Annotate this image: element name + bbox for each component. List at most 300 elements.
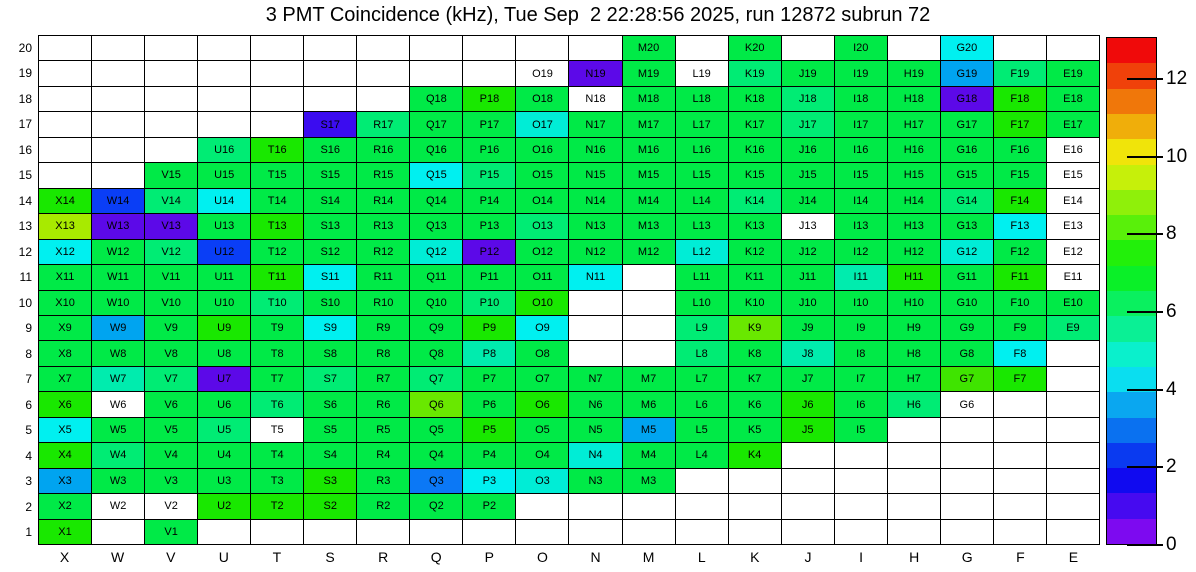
cell-W5: W5: [92, 418, 144, 442]
cell-H5: [888, 418, 940, 442]
cell-O1: [516, 520, 568, 544]
colorbar-band-4: [1107, 418, 1156, 443]
cell-T10: T10: [251, 291, 303, 315]
cell-R4: R4: [357, 443, 409, 467]
cell-I7: I7: [835, 367, 887, 391]
cell-L12: L12: [676, 240, 728, 264]
cell-N17: N17: [569, 112, 621, 136]
cell-J8: J8: [782, 341, 834, 365]
cell-S16: S16: [304, 138, 356, 162]
cell-H10: H10: [888, 291, 940, 315]
cell-J3: [782, 469, 834, 493]
cell-O4: O4: [516, 443, 568, 467]
cell-V18: [145, 87, 197, 111]
cell-R8: R8: [357, 341, 409, 365]
cell-F12: F12: [994, 240, 1046, 264]
cell-G9: G9: [941, 316, 993, 340]
cell-J16: J16: [782, 138, 834, 162]
cell-E20: [1047, 36, 1099, 60]
cell-E11: E11: [1047, 265, 1099, 289]
cell-W6: W6: [92, 392, 144, 416]
cell-V17: [145, 112, 197, 136]
column-label-K: K: [750, 549, 760, 565]
cell-R13: R13: [357, 214, 409, 238]
cell-P1: [463, 520, 515, 544]
cell-G1: [941, 520, 993, 544]
cell-G16: G16: [941, 138, 993, 162]
colorbar-band-3: [1107, 443, 1156, 468]
cell-K9: K9: [729, 316, 781, 340]
cell-X14: X14: [39, 189, 91, 213]
cell-V11: V11: [145, 265, 197, 289]
colorbar: [1106, 37, 1157, 545]
cell-O14: O14: [516, 189, 568, 213]
cell-I12: I12: [835, 240, 887, 264]
cell-R10: R10: [357, 291, 409, 315]
cell-E9: E9: [1047, 316, 1099, 340]
colorbar-band-14: [1107, 165, 1156, 190]
row-label-15: 15: [18, 168, 32, 183]
cell-T17: [251, 112, 303, 136]
cell-J12: J12: [782, 240, 834, 264]
cell-P2: P2: [463, 494, 515, 518]
cell-N2: [569, 494, 621, 518]
cell-J18: J18: [782, 87, 834, 111]
cell-G3: [941, 469, 993, 493]
colorbar-tickmark-4: [1127, 389, 1163, 391]
cell-M18: M18: [623, 87, 675, 111]
cell-I17: I17: [835, 112, 887, 136]
cell-K7: K7: [729, 367, 781, 391]
cell-X2: X2: [39, 494, 91, 518]
column-label-W: W: [111, 549, 125, 565]
cell-F13: F13: [994, 214, 1046, 238]
cell-F7: F7: [994, 367, 1046, 391]
cell-Q17: Q17: [410, 112, 462, 136]
colorbar-ticklabel-12: 12: [1166, 67, 1188, 89]
cell-E14: E14: [1047, 189, 1099, 213]
cell-S2: S2: [304, 494, 356, 518]
cell-G15: G15: [941, 163, 993, 187]
cell-J2: [782, 494, 834, 518]
cell-S8: S8: [304, 341, 356, 365]
cell-M2: [623, 494, 675, 518]
cell-P10: P10: [463, 291, 515, 315]
cell-X1: X1: [39, 520, 91, 544]
cell-N3: N3: [569, 469, 621, 493]
cell-Q19: [410, 61, 462, 85]
cell-H17: H17: [888, 112, 940, 136]
cell-S4: S4: [304, 443, 356, 467]
cell-Q18: Q18: [410, 87, 462, 111]
chart-title: 3 PMT Coincidence (kHz), Tue Sep 2 22:28:56 2025, run 12872 subrun 72: [265, 4, 931, 26]
cell-O7: O7: [516, 367, 568, 391]
cell-M16: M16: [623, 138, 675, 162]
cell-W11: W11: [92, 265, 144, 289]
cell-S19: [304, 61, 356, 85]
cell-X12: X12: [39, 240, 91, 264]
row-label-5: 5: [25, 423, 32, 438]
cell-R14: R14: [357, 189, 409, 213]
row-label-19: 19: [18, 66, 32, 81]
column-label-H: H: [909, 549, 920, 565]
row-label-17: 17: [18, 117, 32, 132]
cell-E19: E19: [1047, 61, 1099, 85]
column-label-R: R: [378, 549, 389, 565]
cell-U1: [198, 520, 250, 544]
cell-Q20: [410, 36, 462, 60]
cell-M6: M6: [623, 392, 675, 416]
cell-V16: [145, 138, 197, 162]
cell-P20: [463, 36, 515, 60]
cell-K3: [729, 469, 781, 493]
cell-S17: S17: [304, 112, 356, 136]
cell-K11: K11: [729, 265, 781, 289]
cell-M17: M17: [623, 112, 675, 136]
cell-Q1: [410, 520, 462, 544]
cell-F20: [994, 36, 1046, 60]
cell-H4: [888, 443, 940, 467]
cell-V2: V2: [145, 494, 197, 518]
cell-J13: J13: [782, 214, 834, 238]
cell-X13: X13: [39, 214, 91, 238]
cell-T7: T7: [251, 367, 303, 391]
cell-L7: L7: [676, 367, 728, 391]
cell-N15: N15: [569, 163, 621, 187]
cell-U6: U6: [198, 392, 250, 416]
cell-T14: T14: [251, 189, 303, 213]
cell-L10: L10: [676, 291, 728, 315]
cell-P14: P14: [463, 189, 515, 213]
cell-T20: [251, 36, 303, 60]
cell-N12: N12: [569, 240, 621, 264]
cell-H13: H13: [888, 214, 940, 238]
cell-T12: T12: [251, 240, 303, 264]
cell-S6: S6: [304, 392, 356, 416]
colorbar-band-15: [1107, 139, 1156, 164]
cell-H9: H9: [888, 316, 940, 340]
cell-P9: P9: [463, 316, 515, 340]
row-label-13: 13: [18, 219, 32, 234]
colorbar-band-16: [1107, 114, 1156, 139]
cell-W10: W10: [92, 291, 144, 315]
cell-U5: U5: [198, 418, 250, 442]
cell-E1: [1047, 520, 1099, 544]
colorbar-band-0: [1107, 519, 1156, 544]
colorbar-band-5: [1107, 392, 1156, 417]
cell-M4: M4: [623, 443, 675, 467]
cell-L14: L14: [676, 189, 728, 213]
cell-G10: G10: [941, 291, 993, 315]
cell-P16: P16: [463, 138, 515, 162]
row-label-12: 12: [18, 244, 32, 259]
cell-I14: I14: [835, 189, 887, 213]
cell-K12: K12: [729, 240, 781, 264]
cell-E3: [1047, 469, 1099, 493]
column-label-I: I: [859, 549, 863, 565]
colorbar-ticklabel-0: 0: [1166, 534, 1177, 555]
cell-F10: F10: [994, 291, 1046, 315]
cell-J15: J15: [782, 163, 834, 187]
cell-S5: S5: [304, 418, 356, 442]
row-label-14: 14: [18, 193, 32, 208]
cell-V7: V7: [145, 367, 197, 391]
cell-U19: [198, 61, 250, 85]
cell-L15: L15: [676, 163, 728, 187]
cell-I10: I10: [835, 291, 887, 315]
cell-F15: F15: [994, 163, 1046, 187]
cell-E2: [1047, 494, 1099, 518]
cell-H14: H14: [888, 189, 940, 213]
cell-T9: T9: [251, 316, 303, 340]
cell-N20: [569, 36, 621, 60]
cell-N9: [569, 316, 621, 340]
cell-R9: R9: [357, 316, 409, 340]
cell-N19: N19: [569, 61, 621, 85]
cell-I15: I15: [835, 163, 887, 187]
colorbar-band-18: [1107, 63, 1156, 88]
cell-M13: M13: [623, 214, 675, 238]
colorbar-tickmark-6: [1127, 311, 1163, 313]
cell-I2: [835, 494, 887, 518]
cell-W19: [92, 61, 144, 85]
cell-L5: L5: [676, 418, 728, 442]
cell-H7: H7: [888, 367, 940, 391]
cell-U9: U9: [198, 316, 250, 340]
cell-F17: F17: [994, 112, 1046, 136]
cell-I13: I13: [835, 214, 887, 238]
cell-G14: G14: [941, 189, 993, 213]
colorbar-tickmark-2: [1127, 466, 1163, 468]
cell-R7: R7: [357, 367, 409, 391]
cell-F6: [994, 392, 1046, 416]
column-label-Q: Q: [430, 549, 442, 565]
column-label-S: S: [325, 549, 335, 565]
cell-O11: O11: [516, 265, 568, 289]
cell-K5: K5: [729, 418, 781, 442]
cell-U8: U8: [198, 341, 250, 365]
cell-Q10: Q10: [410, 291, 462, 315]
cell-S10: S10: [304, 291, 356, 315]
cell-N13: N13: [569, 214, 621, 238]
cell-J9: J9: [782, 316, 834, 340]
cell-H20: [888, 36, 940, 60]
cell-K16: K16: [729, 138, 781, 162]
cell-K17: K17: [729, 112, 781, 136]
cell-M15: M15: [623, 163, 675, 187]
column-label-G: G: [961, 549, 973, 565]
cell-Q14: Q14: [410, 189, 462, 213]
cell-S1: [304, 520, 356, 544]
cell-W13: W13: [92, 214, 144, 238]
cell-F3: [994, 469, 1046, 493]
cell-Q9: Q9: [410, 316, 462, 340]
cell-P7: P7: [463, 367, 515, 391]
cell-M3: M3: [623, 469, 675, 493]
cell-F16: F16: [994, 138, 1046, 162]
row-label-1: 1: [25, 525, 32, 540]
cell-K6: K6: [729, 392, 781, 416]
cell-L16: L16: [676, 138, 728, 162]
cell-E12: E12: [1047, 240, 1099, 264]
cell-I5: I5: [835, 418, 887, 442]
cell-X17: [39, 112, 91, 136]
cell-T5: T5: [251, 418, 303, 442]
cell-G4: [941, 443, 993, 467]
cell-V9: V9: [145, 316, 197, 340]
cell-I20: I20: [835, 36, 887, 60]
colorbar-band-13: [1107, 190, 1156, 215]
cell-H15: H15: [888, 163, 940, 187]
cell-M12: M12: [623, 240, 675, 264]
cell-U10: U10: [198, 291, 250, 315]
cell-O3: O3: [516, 469, 568, 493]
colorbar-tickmark-12: [1127, 78, 1163, 80]
colorbar-band-12: [1107, 215, 1156, 240]
cell-N8: [569, 341, 621, 365]
cell-R2: R2: [357, 494, 409, 518]
cell-Q15: Q15: [410, 163, 462, 187]
cell-W15: [92, 163, 144, 187]
cell-M8: [623, 341, 675, 365]
cell-X3: X3: [39, 469, 91, 493]
cell-V12: V12: [145, 240, 197, 264]
cell-W1: [92, 520, 144, 544]
cell-F8: F8: [994, 341, 1046, 365]
cell-W8: W8: [92, 341, 144, 365]
cell-V10: V10: [145, 291, 197, 315]
row-label-20: 20: [18, 40, 32, 55]
cell-X19: [39, 61, 91, 85]
cell-X16: [39, 138, 91, 162]
colorbar-ticklabel-4: 4: [1166, 378, 1177, 400]
cell-M19: M19: [623, 61, 675, 85]
row-label-6: 6: [25, 397, 32, 412]
cell-R5: R5: [357, 418, 409, 442]
cell-K10: K10: [729, 291, 781, 315]
cell-K18: K18: [729, 87, 781, 111]
cell-G7: G7: [941, 367, 993, 391]
cell-M7: M7: [623, 367, 675, 391]
cell-U20: [198, 36, 250, 60]
cell-J4: [782, 443, 834, 467]
cell-I9: I9: [835, 316, 887, 340]
cell-S15: S15: [304, 163, 356, 187]
cell-L6: L6: [676, 392, 728, 416]
cell-Q7: Q7: [410, 367, 462, 391]
cell-F5: [994, 418, 1046, 442]
cell-V19: [145, 61, 197, 85]
cell-G13: G13: [941, 214, 993, 238]
cell-T6: T6: [251, 392, 303, 416]
colorbar-ticklabel-8: 8: [1166, 223, 1177, 245]
cell-W4: W4: [92, 443, 144, 467]
cell-O8: O8: [516, 341, 568, 365]
cell-E16: E16: [1047, 138, 1099, 162]
cell-H19: H19: [888, 61, 940, 85]
cell-O15: O15: [516, 163, 568, 187]
cell-V4: V4: [145, 443, 197, 467]
cell-E7: [1047, 367, 1099, 391]
column-label-O: O: [536, 549, 548, 565]
colorbar-band-17: [1107, 89, 1156, 114]
cell-P17: P17: [463, 112, 515, 136]
cell-U2: U2: [198, 494, 250, 518]
cell-V13: V13: [145, 214, 197, 238]
cell-O2: [516, 494, 568, 518]
cell-I16: I16: [835, 138, 887, 162]
cell-P19: [463, 61, 515, 85]
cell-O6: O6: [516, 392, 568, 416]
cell-G6: G6: [941, 392, 993, 416]
cell-O5: O5: [516, 418, 568, 442]
cell-Q4: Q4: [410, 443, 462, 467]
cell-H1: [888, 520, 940, 544]
cell-T3: T3: [251, 469, 303, 493]
cell-G18: G18: [941, 87, 993, 111]
cell-U11: U11: [198, 265, 250, 289]
cell-N6: N6: [569, 392, 621, 416]
row-label-18: 18: [18, 91, 32, 106]
cell-K8: K8: [729, 341, 781, 365]
cell-L13: L13: [676, 214, 728, 238]
cell-T15: T15: [251, 163, 303, 187]
cell-J19: J19: [782, 61, 834, 85]
cell-L2: [676, 494, 728, 518]
cell-Q3: Q3: [410, 469, 462, 493]
cell-G5: [941, 418, 993, 442]
cell-H12: H12: [888, 240, 940, 264]
cell-E13: E13: [1047, 214, 1099, 238]
cell-U16: U16: [198, 138, 250, 162]
cell-P6: P6: [463, 392, 515, 416]
cell-P4: P4: [463, 443, 515, 467]
cell-J10: J10: [782, 291, 834, 315]
cell-V20: [145, 36, 197, 60]
cell-X7: X7: [39, 367, 91, 391]
cell-R3: R3: [357, 469, 409, 493]
cell-M9: [623, 316, 675, 340]
cell-K15: K15: [729, 163, 781, 187]
row-label-11: 11: [19, 270, 32, 285]
column-label-X: X: [59, 549, 70, 565]
cell-P8: P8: [463, 341, 515, 365]
column-label-F: F: [1016, 549, 1025, 565]
cell-V3: V3: [145, 469, 197, 493]
cell-P13: P13: [463, 214, 515, 238]
cell-W17: [92, 112, 144, 136]
cell-H18: H18: [888, 87, 940, 111]
cell-H11: H11: [888, 265, 940, 289]
cell-V14: V14: [145, 189, 197, 213]
cell-O19: O19: [516, 61, 568, 85]
cell-W7: W7: [92, 367, 144, 391]
cell-J5: J5: [782, 418, 834, 442]
cell-S11: S11: [304, 265, 356, 289]
cell-P18: P18: [463, 87, 515, 111]
cell-M5: M5: [623, 418, 675, 442]
cell-I18: I18: [835, 87, 887, 111]
cell-N5: N5: [569, 418, 621, 442]
cell-O13: O13: [516, 214, 568, 238]
cell-Q2: Q2: [410, 494, 462, 518]
cell-X8: X8: [39, 341, 91, 365]
cell-W12: W12: [92, 240, 144, 264]
cell-G19: G19: [941, 61, 993, 85]
cell-P5: P5: [463, 418, 515, 442]
cell-V5: V5: [145, 418, 197, 442]
row-label-8: 8: [25, 346, 32, 361]
